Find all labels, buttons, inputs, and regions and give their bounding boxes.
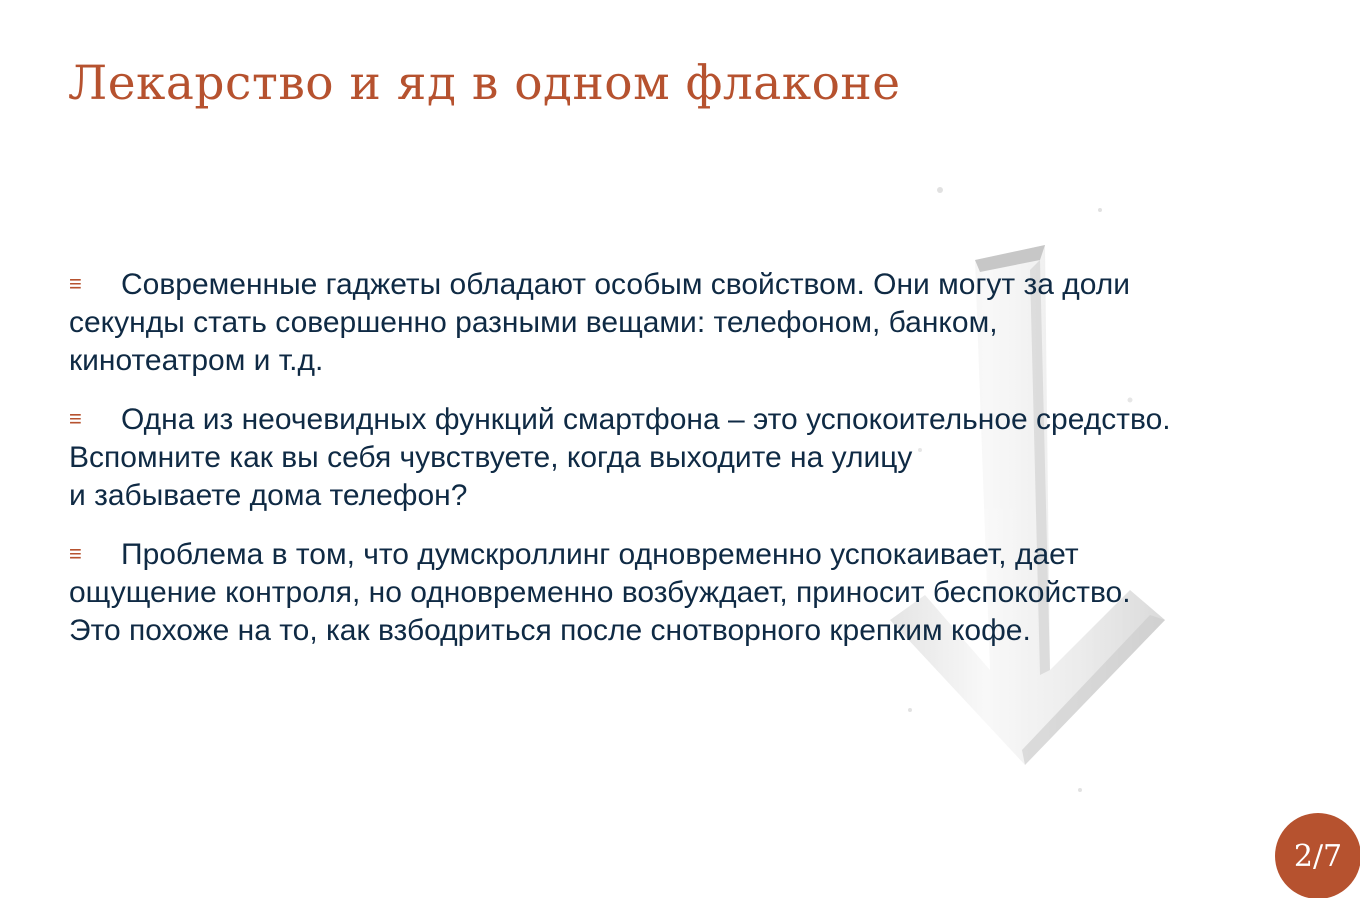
bullet-list <box>69 265 1269 670</box>
list-bullet-icon: ≡ <box>69 271 82 296</box>
list-item-text: Одна из неочевидных функций смартфона – это успокоительное средство. Вспомните как вы себя чувствуете, когда выходите на улицу и забываете дома телефон? <box>69 403 1171 512</box>
list-item-text: Современные гаджеты обладают особым свойством. Они могут за доли секунды стать совершенно разными вещами: телефоном, банком, кинотеатром и т.д. <box>69 268 1131 377</box>
list-bullet-icon: ≡ <box>69 541 82 566</box>
list-bullet-icon: ≡ <box>69 406 82 431</box>
page-number-badge: 2/7 <box>1275 813 1360 898</box>
slide-title: Лекарство и яд в одном флаконе <box>68 56 901 111</box>
list-item <box>69 400 1269 515</box>
list-item <box>69 535 1269 650</box>
list-item-text: Проблема в том, что думскроллинг одновременно успокаивает, дает ощущение контроля, но одновременно возбуждает, приносит беспокойство. Это похоже на то, как взбодриться после снотворного крепким кофе. <box>69 538 1131 647</box>
list-item <box>69 265 1269 380</box>
